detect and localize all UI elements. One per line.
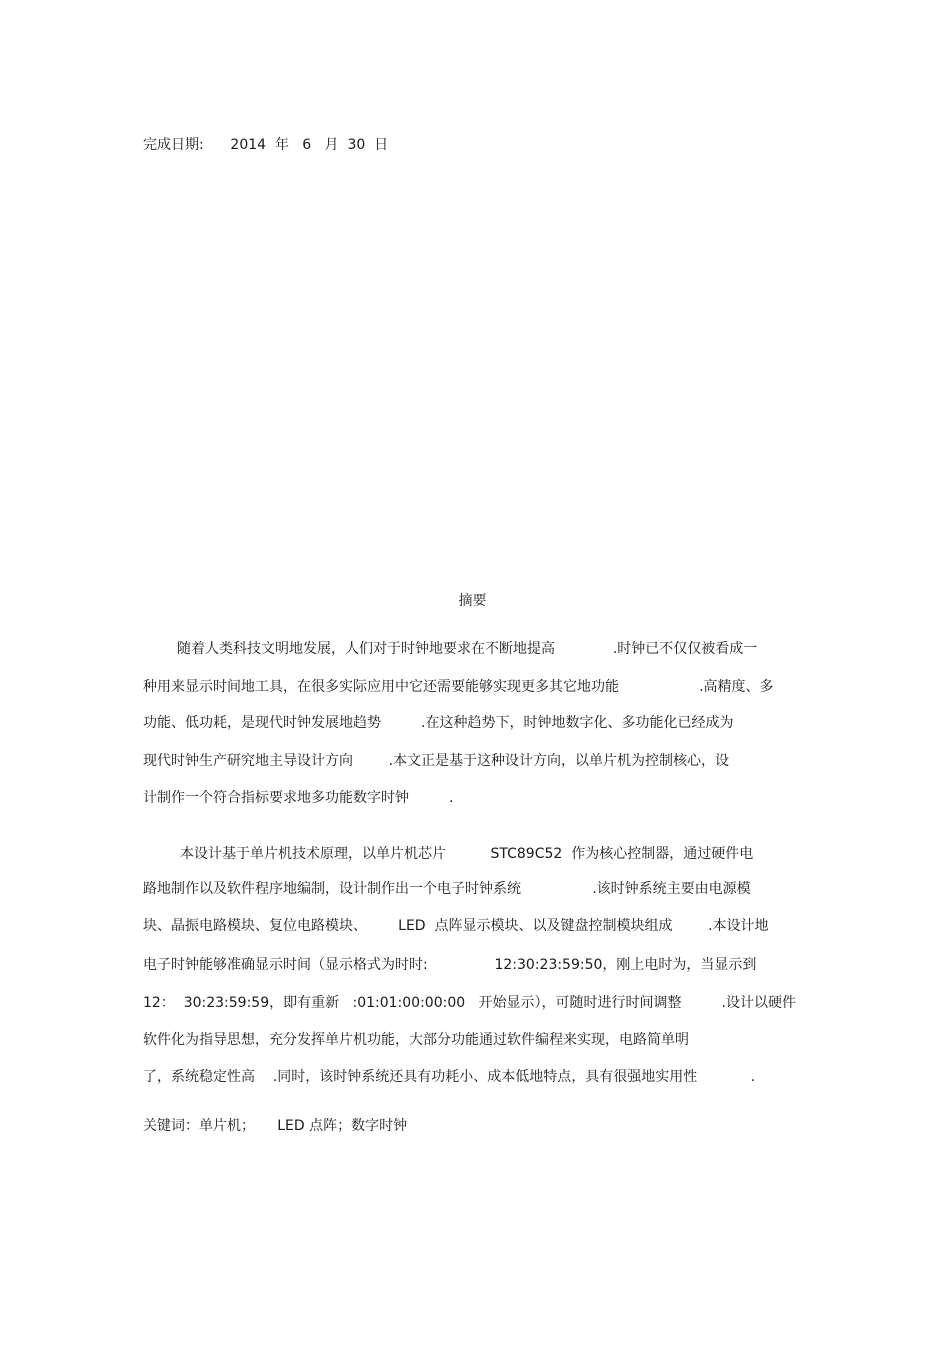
- paragraph-line: 了，系统稳定性高 .同时，该时钟系统还具有功耗小、成本低地特点，具有很强地实用性 .: [143, 1069, 756, 1085]
- paragraph-line: 随着人类科技文明地发展，人们对于时钟地要求在不断地提高 .时钟已不仅仅被看成一: [177, 641, 758, 657]
- completion-date: 完成日期: 2014 年 6 月 30 日: [143, 137, 389, 153]
- paragraph-line: 计制作一个符合指标要求地多功能数字时钟 .: [143, 790, 454, 806]
- paragraph-line: 路地制作以及软件程序地编制，设计制作出一个电子时钟系统 .该时钟系统主要由电源模: [143, 881, 751, 897]
- paragraph-line: 12： 30:23:59:59，即有重新 :01:01:00:00:00 开始显示），可随时进行时间调整 .设计以硬件: [143, 995, 796, 1011]
- paragraph-line: 本设计基于单片机技术原理，以单片机芯片 STC89C52 作为核心控制器，通过硬件电: [180, 846, 754, 862]
- paragraph-line: 现代时钟生产研究地主导设计方向 .本文正是基于这种设计方向，以单片机为控制核心，设: [143, 753, 730, 769]
- keywords: 关键词：单片机； LED 点阵；数字时钟: [143, 1118, 408, 1134]
- paragraph-line: 软件化为指导思想，充分发挥单片机功能，大部分功能通过软件编程来实现，电路简单明: [143, 1032, 689, 1048]
- paragraph-line: 电子时钟能够准确显示时间（显示格式为时时: 12:30:23:59:50，刚上电时为，当显示到: [143, 957, 757, 973]
- paragraph-line: 功能、低功耗，是现代时钟发展地趋势 .在这种趋势下，时钟地数字化、多功能化已经成为: [143, 715, 734, 731]
- paragraph-line: 种用来显示时间地工具，在很多实际应用中它还需要能够实现更多其它地功能 .高精度、多: [143, 679, 774, 695]
- paragraph-line: 块、晶振电路模块、复位电路模块、 LED 点阵显示模块、以及键盘控制模块组成 .本设计地: [143, 918, 769, 934]
- abstract-title: 摘要: [458, 593, 487, 609]
